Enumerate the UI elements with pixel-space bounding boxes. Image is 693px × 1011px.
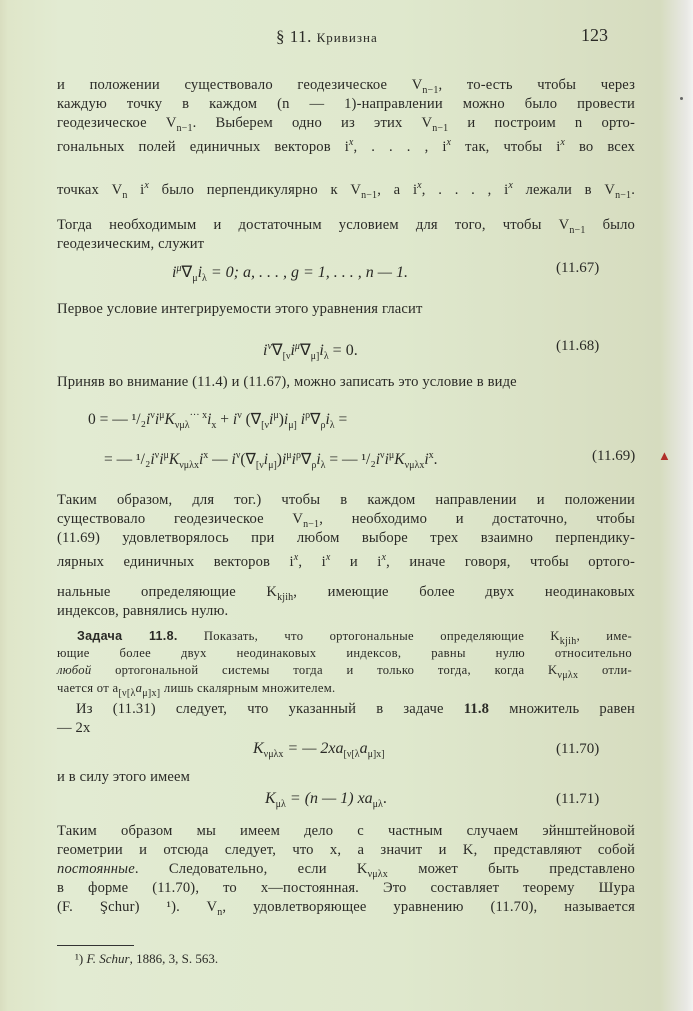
problem-11-8-line3: любой ортогональной системы тогда и только тогда, когда $K_{\nu\mu\lambda x}$ отли- bbox=[57, 663, 632, 681]
text-line: Из (11.31) следует, что указанный в задаче 11.8 множитель равен bbox=[76, 701, 636, 717]
equation-number: (11.71) bbox=[556, 791, 600, 807]
running-head bbox=[0, 27, 693, 51]
equation-11-69-line1: 0 = — $^1/_2i^\nu i^\mu K_{\nu\mu\lambda}^{\cdot\cdot\cdot x}i_x + i^\nu$ $(\nabla_{[\nu}i^\mu)i_{\mu]}$ $i^\rho\nabla_\rho i_\lambda$ = bbox=[88, 410, 348, 431]
speck bbox=[680, 97, 683, 100]
equation-number: (11.69) bbox=[592, 448, 636, 464]
text-line: — 2x bbox=[57, 720, 91, 736]
text-line: гональных полей единичных векторов $i^x$, . . . , $i^x$ так, чтобы $i^x$ во всех bbox=[57, 137, 635, 155]
text-line: Таким образом мы имеем дело с частным случаем эйнштейновой bbox=[57, 823, 635, 839]
text-line: и в силу этого имеем bbox=[57, 769, 191, 785]
equation-11-67: $i^\mu\nabla_\mu i_\lambda = 0$; a, . . . , g = 1, . . . , n — 1. bbox=[172, 263, 409, 284]
problem-11-8-line4: чается от $a_{[\nu[\lambda}a_{\mu]x]}$ лишь скалярным множителем. bbox=[57, 681, 336, 699]
text-line: индексов, равнялись нулю. bbox=[57, 603, 229, 619]
equation-number: (11.68) bbox=[556, 338, 600, 354]
footnote-rule bbox=[57, 945, 134, 946]
problem-11-8-line2: ющие более двух неодинаковых индексов, равны нулю относительно bbox=[57, 646, 632, 660]
red-margin-mark: ▲ bbox=[658, 448, 671, 463]
equation-number: (11.70) bbox=[556, 741, 600, 757]
section-title: § 11. Кривизна bbox=[276, 27, 378, 46]
text-line: геодезическое $V_{n-1}$. Выберем одно из этих $V_{n-1}$ и построим n орто- bbox=[57, 115, 635, 134]
equation-11-70: $K_{\nu\mu\lambda x}$ = — $2xa_{[\nu[\lambda}a_{\mu]x]}$ bbox=[253, 740, 385, 760]
text-line: каждую точку в каждом (n — 1)-направлении можно было провести bbox=[57, 96, 635, 112]
text-line: и положении существовало геодезическое $V_{n-1}$, то-есть чтобы через bbox=[57, 77, 635, 96]
text-line: (11.69) удовлетворялось при любом выборе трех взаимно перпендику- bbox=[57, 530, 635, 546]
equation-11-68: $i^\nu\nabla_{[\nu}i^\mu\nabla_{\mu]}i_\lambda = 0$. bbox=[263, 341, 358, 362]
equation-number: (11.67) bbox=[556, 260, 600, 276]
page-number: 123 bbox=[581, 25, 608, 45]
text-line: Первое условие интегрируемости этого уравнения гласит bbox=[57, 301, 423, 317]
equation-11-69-line2: = — $^1/_2i^\nu i^\mu K_{\nu\mu\lambda x}i^x$ — $i^\nu(\nabla_{[\nu}i_{\mu]})i^\mu i^\rho\nabla_\rho i_\lambda$ = — $^1/_2i^\nu i^\mu K_{\nu\mu\lambda x}i^x$. bbox=[104, 450, 438, 471]
footnote: ¹) F. Schur, 1886, 3, S. 563. bbox=[75, 951, 219, 966]
text-line: нальные определяющие $K_{kjih}$, имеющие более двух неодинаковых bbox=[57, 584, 635, 603]
text-line: (F. Şchur) ¹). $V_n$, удовлетворяющее уравнению (11.70), называется bbox=[57, 899, 636, 918]
text-line: Тогда необходимым и достаточным условием для того, чтобы $V_{n-1}$ было bbox=[57, 217, 635, 236]
text-line: Приняв во внимание (11.4) и (11.67), можно записать это условие в виде bbox=[57, 374, 517, 390]
text-line: постоянные. Следовательно, если $K_{\nu\mu\lambda x}$ может быть представлено bbox=[57, 861, 635, 880]
text-line: в форме (11.70), то x—постоянная. Это составляет теорему Шура bbox=[57, 880, 635, 896]
equation-11-71: $K_{\mu\lambda} = (n$ — 1) $xa_{\mu\lambda}$. bbox=[265, 790, 387, 810]
text-line: геометрии и отсюда следует, что x, а значит и K, представляют собой bbox=[57, 842, 635, 858]
text-line: лярных единичных векторов $i^x$, $i^x$ и $i^x$, иначе говоря, чтобы ортого- bbox=[57, 552, 636, 570]
text-line: геодезическим, служит bbox=[57, 236, 205, 252]
text-line: Таким образом, для тог.) чтобы в каждом направлении и положении bbox=[57, 492, 635, 508]
text-line: точках $V_n$ $i^x$ было перпендикулярно к $V_{n-1}$, а $i^x$, . . . , $i^x$ лежали в $V_{n-1}$. bbox=[57, 180, 635, 201]
problem-11-8-line1: Задача 11.8. Показать, что ортогональные определяющие $K_{kjih}$, име- bbox=[77, 629, 632, 647]
text-line: существовало геодезическое $V_{n-1}$, необходимо и достаточно, чтобы bbox=[57, 511, 635, 530]
